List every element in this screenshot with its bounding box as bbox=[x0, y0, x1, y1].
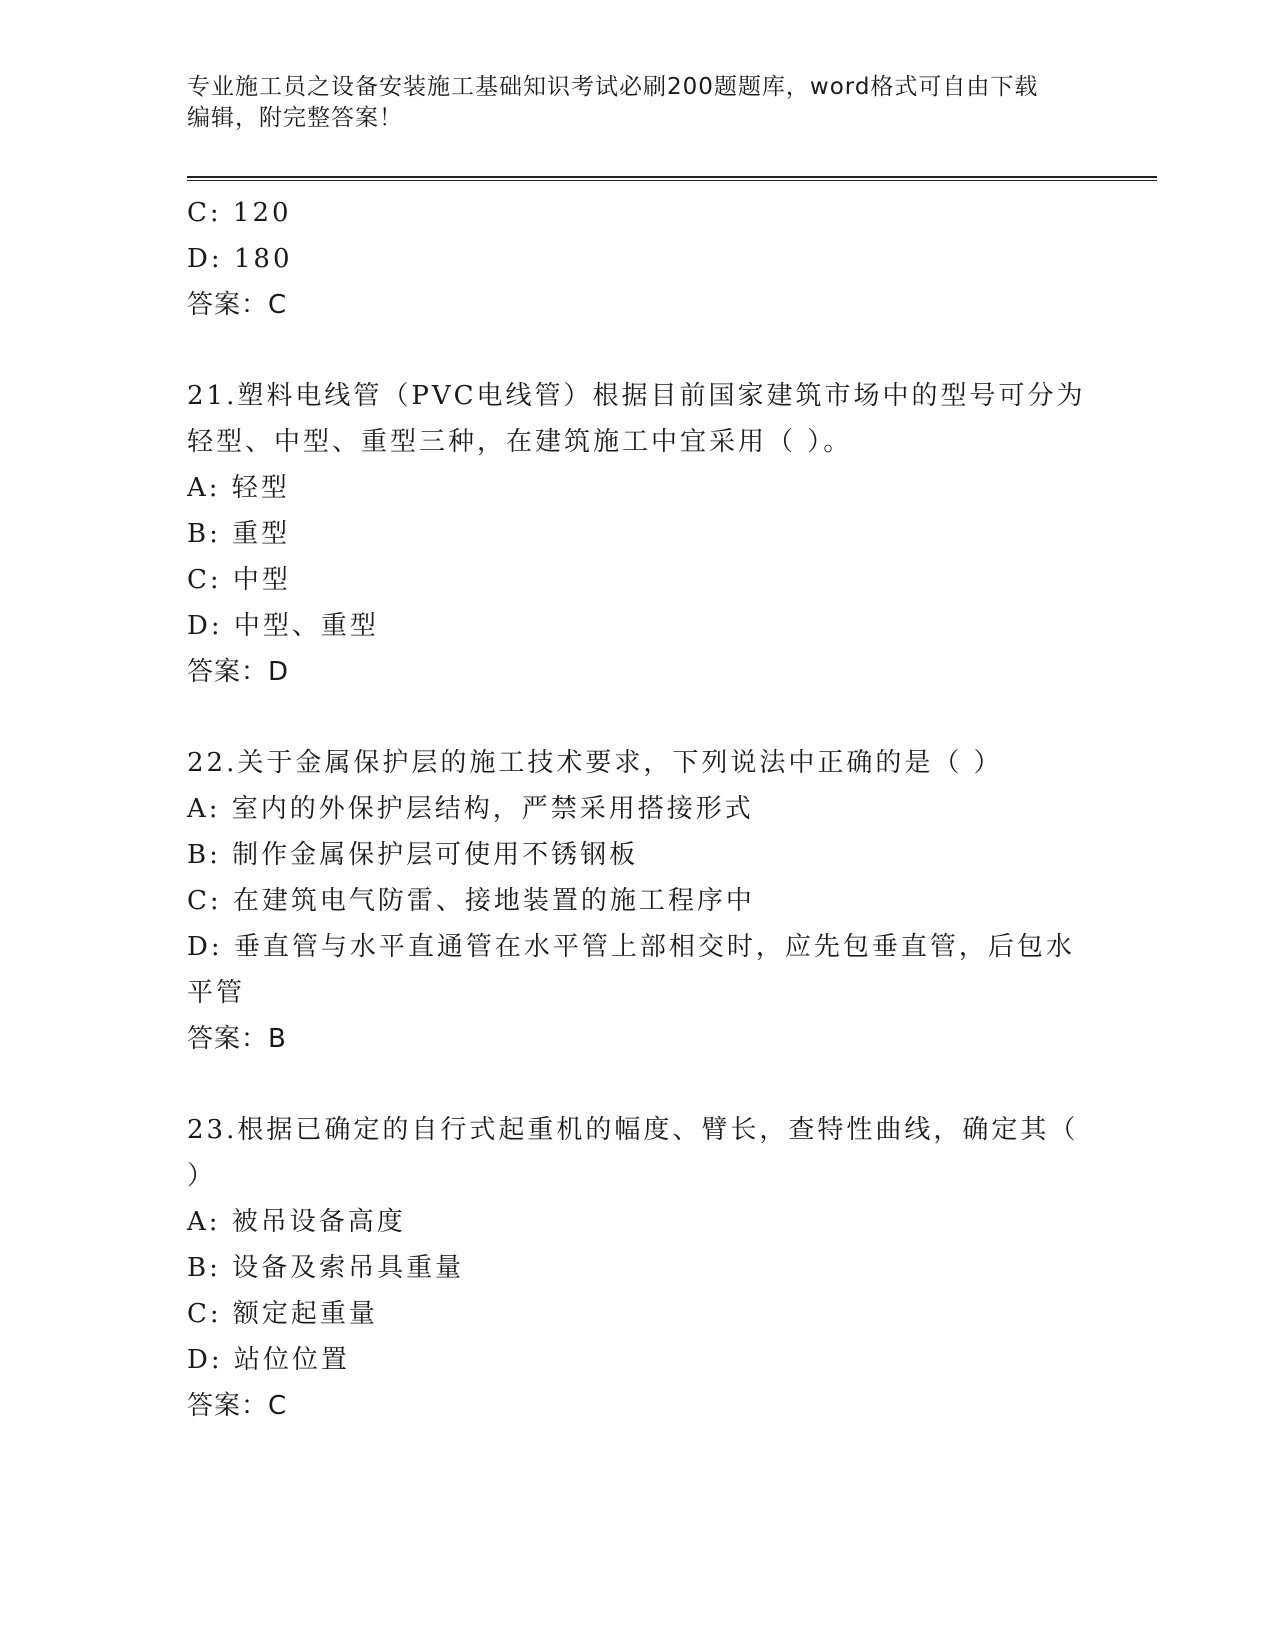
option-d: D: 180 bbox=[187, 244, 293, 274]
option-b: B: 设备及索吊具重量 bbox=[187, 1253, 465, 1283]
header-line-2: 编辑，附完整答案！ bbox=[187, 105, 403, 131]
option-d: D: 垂直管与水平直通管在水平管上部相交时，应先包垂直管，后包水 bbox=[187, 932, 1075, 962]
option-d: D: 站位位置 bbox=[187, 1345, 350, 1375]
header-line-1: 专业施工员之设备安装施工基础知识考试必刷200题题库，word格式可自由下载 bbox=[187, 74, 1039, 100]
option-c: C: 额定起重量 bbox=[187, 1299, 378, 1329]
page-header bbox=[187, 72, 1087, 134]
question-list bbox=[187, 190, 1087, 1429]
question-stem-line: 轻型、中型、重型三种，在建筑施工中宜采用（ ）。 bbox=[187, 427, 853, 457]
answer-line: 答案：B bbox=[187, 1024, 287, 1054]
option-a: A: 被吊设备高度 bbox=[187, 1207, 406, 1237]
header-divider bbox=[187, 176, 1157, 181]
question-22 bbox=[187, 740, 1087, 1062]
question-20-tail bbox=[187, 190, 1087, 328]
option-c: C: 在建筑电气防雷、接地装置的施工程序中 bbox=[187, 886, 755, 916]
answer-line: 答案：D bbox=[187, 657, 290, 687]
question-stem-line: 23.根据已确定的自行式起重机的幅度、臂长，查特性曲线，确定其（ bbox=[187, 1115, 1079, 1145]
option-c: C: 120 bbox=[187, 198, 292, 228]
option-b: B: 制作金属保护层可使用不锈钢板 bbox=[187, 840, 639, 870]
question-stem-line: ） bbox=[187, 1161, 217, 1191]
option-d-continued: 平管 bbox=[187, 978, 246, 1008]
option-b: B: 重型 bbox=[187, 519, 291, 549]
question-23 bbox=[187, 1107, 1087, 1429]
option-a: A: 室内的外保护层结构，严禁采用搭接形式 bbox=[187, 794, 754, 824]
option-a: A: 轻型 bbox=[187, 473, 290, 503]
option-c: C: 中型 bbox=[187, 565, 291, 595]
question-stem-line: 21.塑料电线管（PVC电线管）根据目前国家建筑市场中的型号可分为 bbox=[187, 381, 1086, 411]
question-21 bbox=[187, 373, 1087, 695]
answer-line: 答案：C bbox=[187, 290, 288, 320]
answer-line: 答案：C bbox=[187, 1391, 288, 1421]
option-d: D: 中型、重型 bbox=[187, 611, 379, 641]
question-stem-line: 22.关于金属保护层的施工技术要求，下列说法中正确的是（ ） bbox=[187, 748, 1003, 778]
